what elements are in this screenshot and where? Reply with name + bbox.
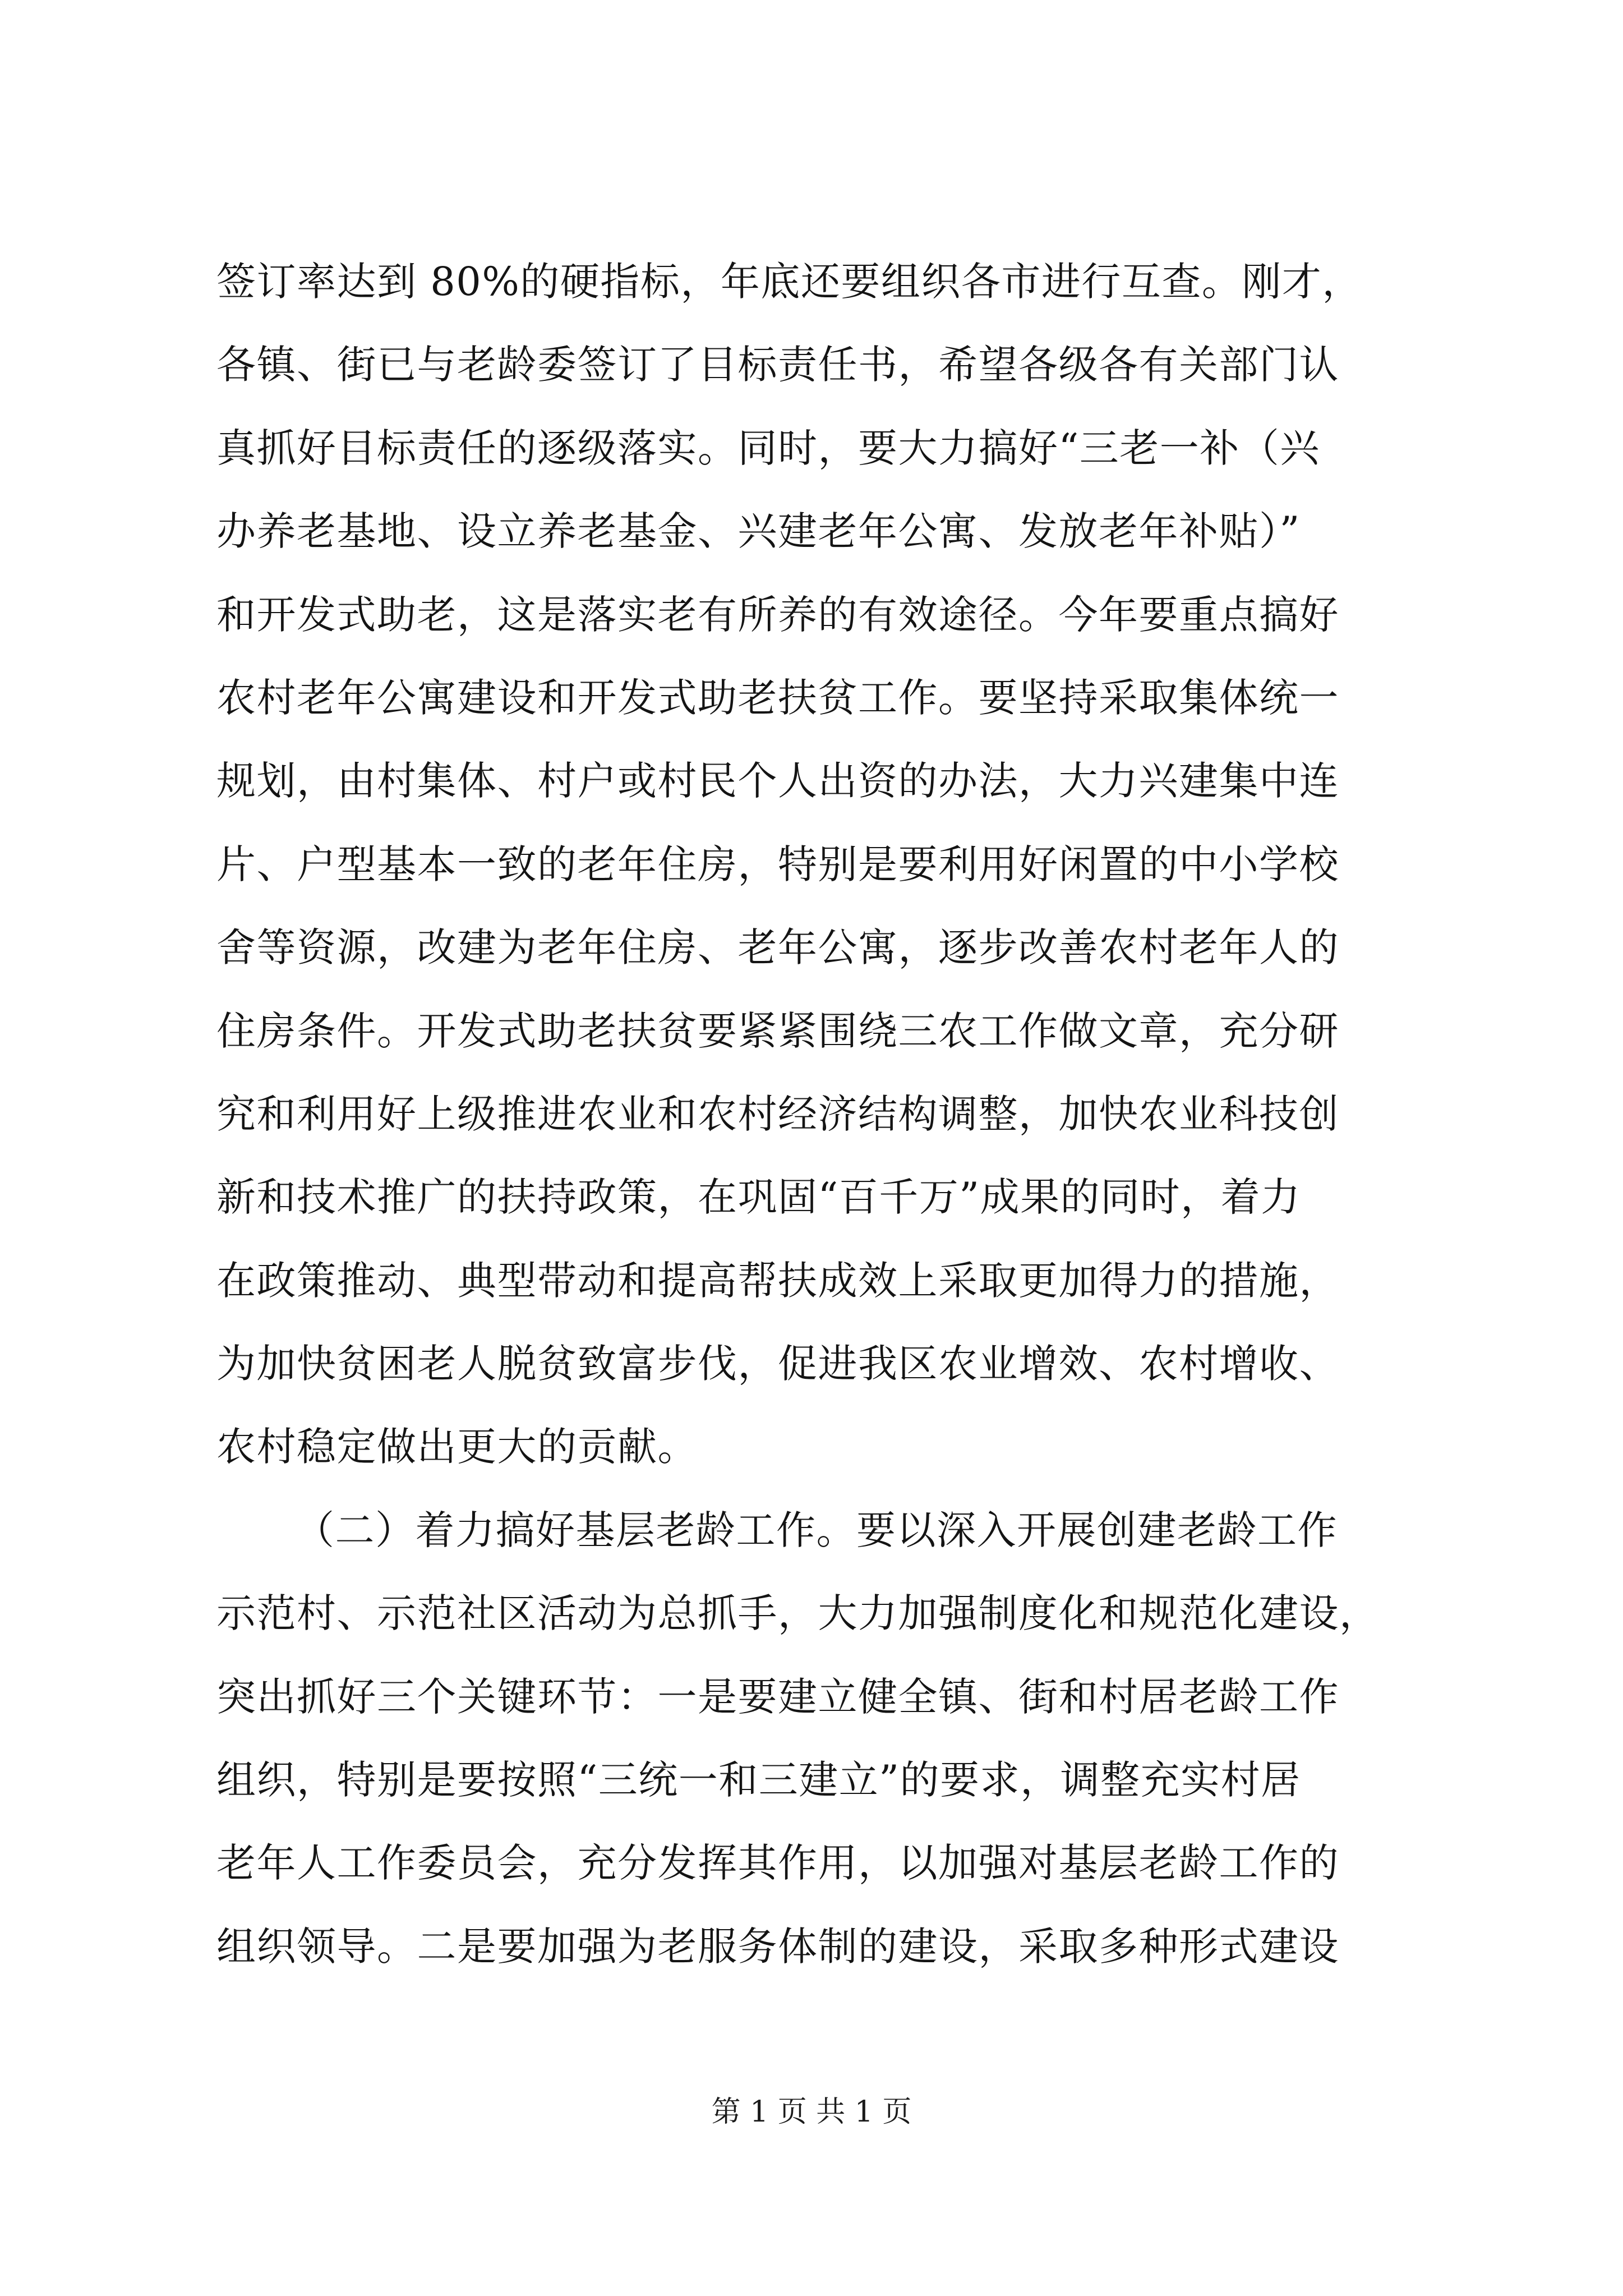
text-line: 规划，由村集体、村户或村民个人出资的办法，大力兴建集中连 [216, 758, 1339, 804]
text-line: 各镇、街已与老龄委签订了目标责任书，希望各级各有关部门认 [216, 342, 1339, 388]
text-line: 和开发式助老，这是落实老有所养的有效途径。今年要重点搞好 [216, 591, 1339, 638]
page-footer [0, 2092, 1623, 2132]
text-line: 组织，特别是要按照“三统一和三建立”的要求，调整充实村居 [216, 1757, 1301, 1803]
text-line: 办养老基地、设立养老基金、兴建老年公寓、发放老年补贴）” [216, 508, 1301, 555]
body-text [216, 240, 1405, 1988]
section-heading-line: （二）着力搞好基层老龄工作。要以深入开展创建老龄工作 [295, 1507, 1338, 1553]
text-line: 示范村、示范社区活动为总抓手，大力加强制度化和规范化建设， [216, 1590, 1380, 1637]
text-line: 突出抓好三个关键环节：一是要建立健全镇、街和村居老龄工作 [216, 1673, 1339, 1720]
text-line: 住房条件。开发式助老扶贫要紧紧围绕三农工作做文章，充分研 [216, 1007, 1339, 1054]
text-line: 新和技术推广的扶持政策，在巩固“百千万”成果的同时，着力 [216, 1174, 1301, 1221]
text-line: 舍等资源，改建为老年住房、老年公寓，逐步改善农村老年人的 [216, 924, 1339, 971]
text-line: 片、户型基本一致的老年住房，特别是要利用好闲置的中小学校 [216, 841, 1339, 887]
text-line: 组织领导。二是要加强为老服务体制的建设，采取多种形式建设 [216, 1923, 1339, 1970]
text-line: 真抓好目标责任的逐级落实。同时，要大力搞好“三老一补（兴 [216, 425, 1320, 471]
text-line: 在政策推动、典型带动和提高帮扶成效上采取更加得力的措施， [216, 1257, 1339, 1304]
text-line: 究和利用好上级推进农业和农村经济结构调整，加快农业科技创 [216, 1091, 1339, 1137]
text-line: 农村稳定做出更大的贡献。 [216, 1424, 698, 1470]
text-line: 老年人工作委员会，充分发挥其作用，以加强对基层老龄工作的 [216, 1840, 1339, 1887]
text-line: 为加快贫困老人脱贫致富步伐，促进我区农业增效、农村增收、 [216, 1341, 1339, 1387]
text-line: 农村老年公寓建设和开发式助老扶贫工作。要坚持采取集体统一 [216, 674, 1339, 721]
text-line: 签订率达到 80%的硬指标，年底还要组织各市进行互查。刚才， [216, 259, 1362, 305]
page-number-label: 第 1 页 共 1 页 [711, 2095, 912, 2129]
